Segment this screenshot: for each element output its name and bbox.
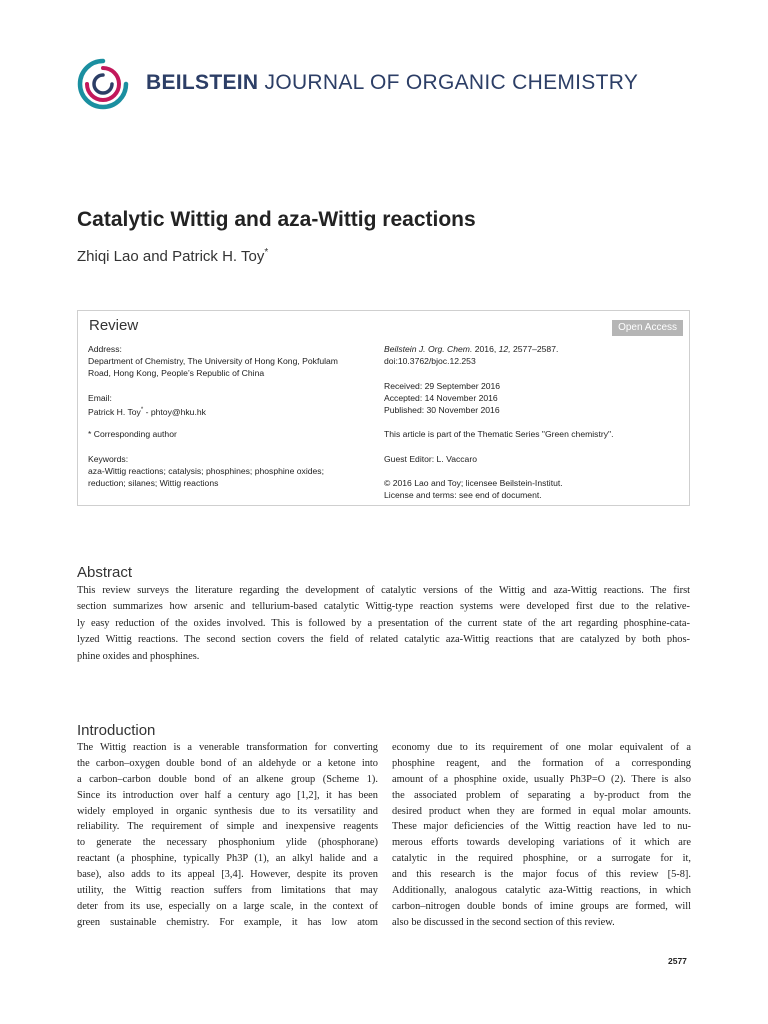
intro-line: amount of a phosphine oxide, usually Ph3P=O (2). There is also [392,773,691,785]
journal-name: BEILSTEIN JOURNAL OF ORGANIC CHEMISTRY [146,71,639,94]
intro-line: utility, the Wittig reaction suffers from limitations that may [77,885,378,897]
intro-line: The Wittig reaction is a venerable transformation for converting [77,742,378,753]
intro-line: carbon–nitrogen double bonds of imine groups are formed, will [392,900,691,912]
article-title: Catalytic Wittig and aza-Wittig reactions [77,208,476,231]
introduction-left-column [77,740,378,931]
address-line: Department of Chemistry, The University of Hong Kong, Pokfulam [88,356,338,366]
received-date: Received: 29 September 2016 [384,381,501,391]
accepted-date: Accepted: 14 November 2016 [384,393,498,403]
license-terms: License and terms: see end of document. [384,490,542,500]
address-label: Address: [88,344,122,354]
intro-line: These major deficiencies of the Wittig reaction have led to nu- [392,821,691,833]
email-line: Patrick H. Toy* - phtoy@hku.hk [88,406,206,417]
intro-line: Since its introduction over half a century ago [1,2], it has been [77,789,378,801]
abstract-line: lyzed Wittig reactions. The second section covers the field of related catalytic aza-Wittig reactions that are catalyzed by both phos- [77,634,690,646]
intro-line: the associated problem of separating a by-product from the [392,789,691,801]
thematic-series: This article is part of the Thematic Series "Green chemistry". [384,429,614,439]
abstract-line: section summarizes how arsenic and tellurium-based catalytic Wittig-type reaction systems were developed first due to the relative- [77,601,690,613]
intro-line: merous efforts towards developing variations of it which are [392,837,691,849]
intro-line: catalytic in the required phosphine, or a surrogate for it, [392,853,691,865]
intro-line: green sustainable chemistry. For example, it has low atom [77,916,378,928]
abstract-line: phine oxides and phosphines. [77,650,200,662]
intro-line: also be discussed in the second section of this review. [392,916,615,928]
doi-link[interactable]: doi:10.3762/bjoc.12.253 [384,356,476,366]
intro-line: base), also adds to its appeal [3,4]. However, despite its proven [77,869,378,881]
introduction-right-column [392,740,691,931]
email-label: Email: [88,393,112,403]
introduction-heading: Introduction [77,722,156,739]
keywords-line: aza-Wittig reactions; catalysis; phosphines; phosphine oxides; [88,466,324,476]
intro-line: desired product when they are formed in equal molar amounts. [392,805,691,817]
intro-line: the carbon–oxygen double bond of an aldehyde or a ketone into [77,757,378,769]
intro-line: deter from its use, especially on a large scale, in the context of [77,900,378,912]
article-authors: Zhiqi Lao and Patrick H. Toy* [77,247,269,265]
article-type-label: Review [89,317,139,334]
intro-line: phosphine reagent, and the formation of a corresponding [392,757,691,769]
abstract-line: ly easy reduction of the oxides involved. This is followed by a presentation of the current state of the art regarding phosphine-cata- [77,617,690,629]
abstract-heading: Abstract [77,564,133,581]
intro-line: Additionally, analogous catalytic aza-Wittig reactions, in which [392,885,691,897]
guest-editor: Guest Editor: L. Vaccaro [384,454,477,464]
published-date: Published: 30 November 2016 [384,405,500,415]
article-info-box [77,310,690,506]
abstract-line: This review surveys the literature regarding the development of catalytic versions of the Wittig and aza-Wittig reactions. The first [77,585,690,596]
intro-line: widely employed in organic synthesis due to its versatility and [77,805,378,817]
intro-line: to generate the necessary phosphonium ylide (phosphorane) [77,837,378,849]
page-number: 2577 [668,956,687,966]
keywords-label: Keywords: [88,454,129,464]
beilstein-swirl-icon [77,58,129,110]
abstract-text [77,583,690,665]
keywords-line: reduction; silanes; Wittig reactions [88,478,219,488]
citation: Beilstein J. Org. Chem. 2016, 12, 2577–2587. [384,344,559,354]
intro-line: economy due to its requirement of one molar equivalent of a [392,742,691,753]
address-line: Road, Hong Kong, People’s Republic of China [88,368,265,378]
open-access-badge[interactable]: Open Access [612,320,683,336]
intro-line: and this research is the major focus of this review [5-8]. [392,869,691,881]
copyright: © 2016 Lao and Toy; licensee Beilstein-Institut. [384,478,563,488]
intro-line: a carbon–carbon double bond of an alkene group (Scheme 1). [77,773,378,785]
email-link[interactable]: - phtoy@hku.hk [143,406,206,417]
corresponding-author-note: * Corresponding author [88,429,177,439]
intro-line: reactant (a phosphine, typically Ph3P (1), an alkyl halide and a [77,853,378,865]
intro-line: reliability. The requirement of simple and inexpensive reagents [77,821,378,833]
